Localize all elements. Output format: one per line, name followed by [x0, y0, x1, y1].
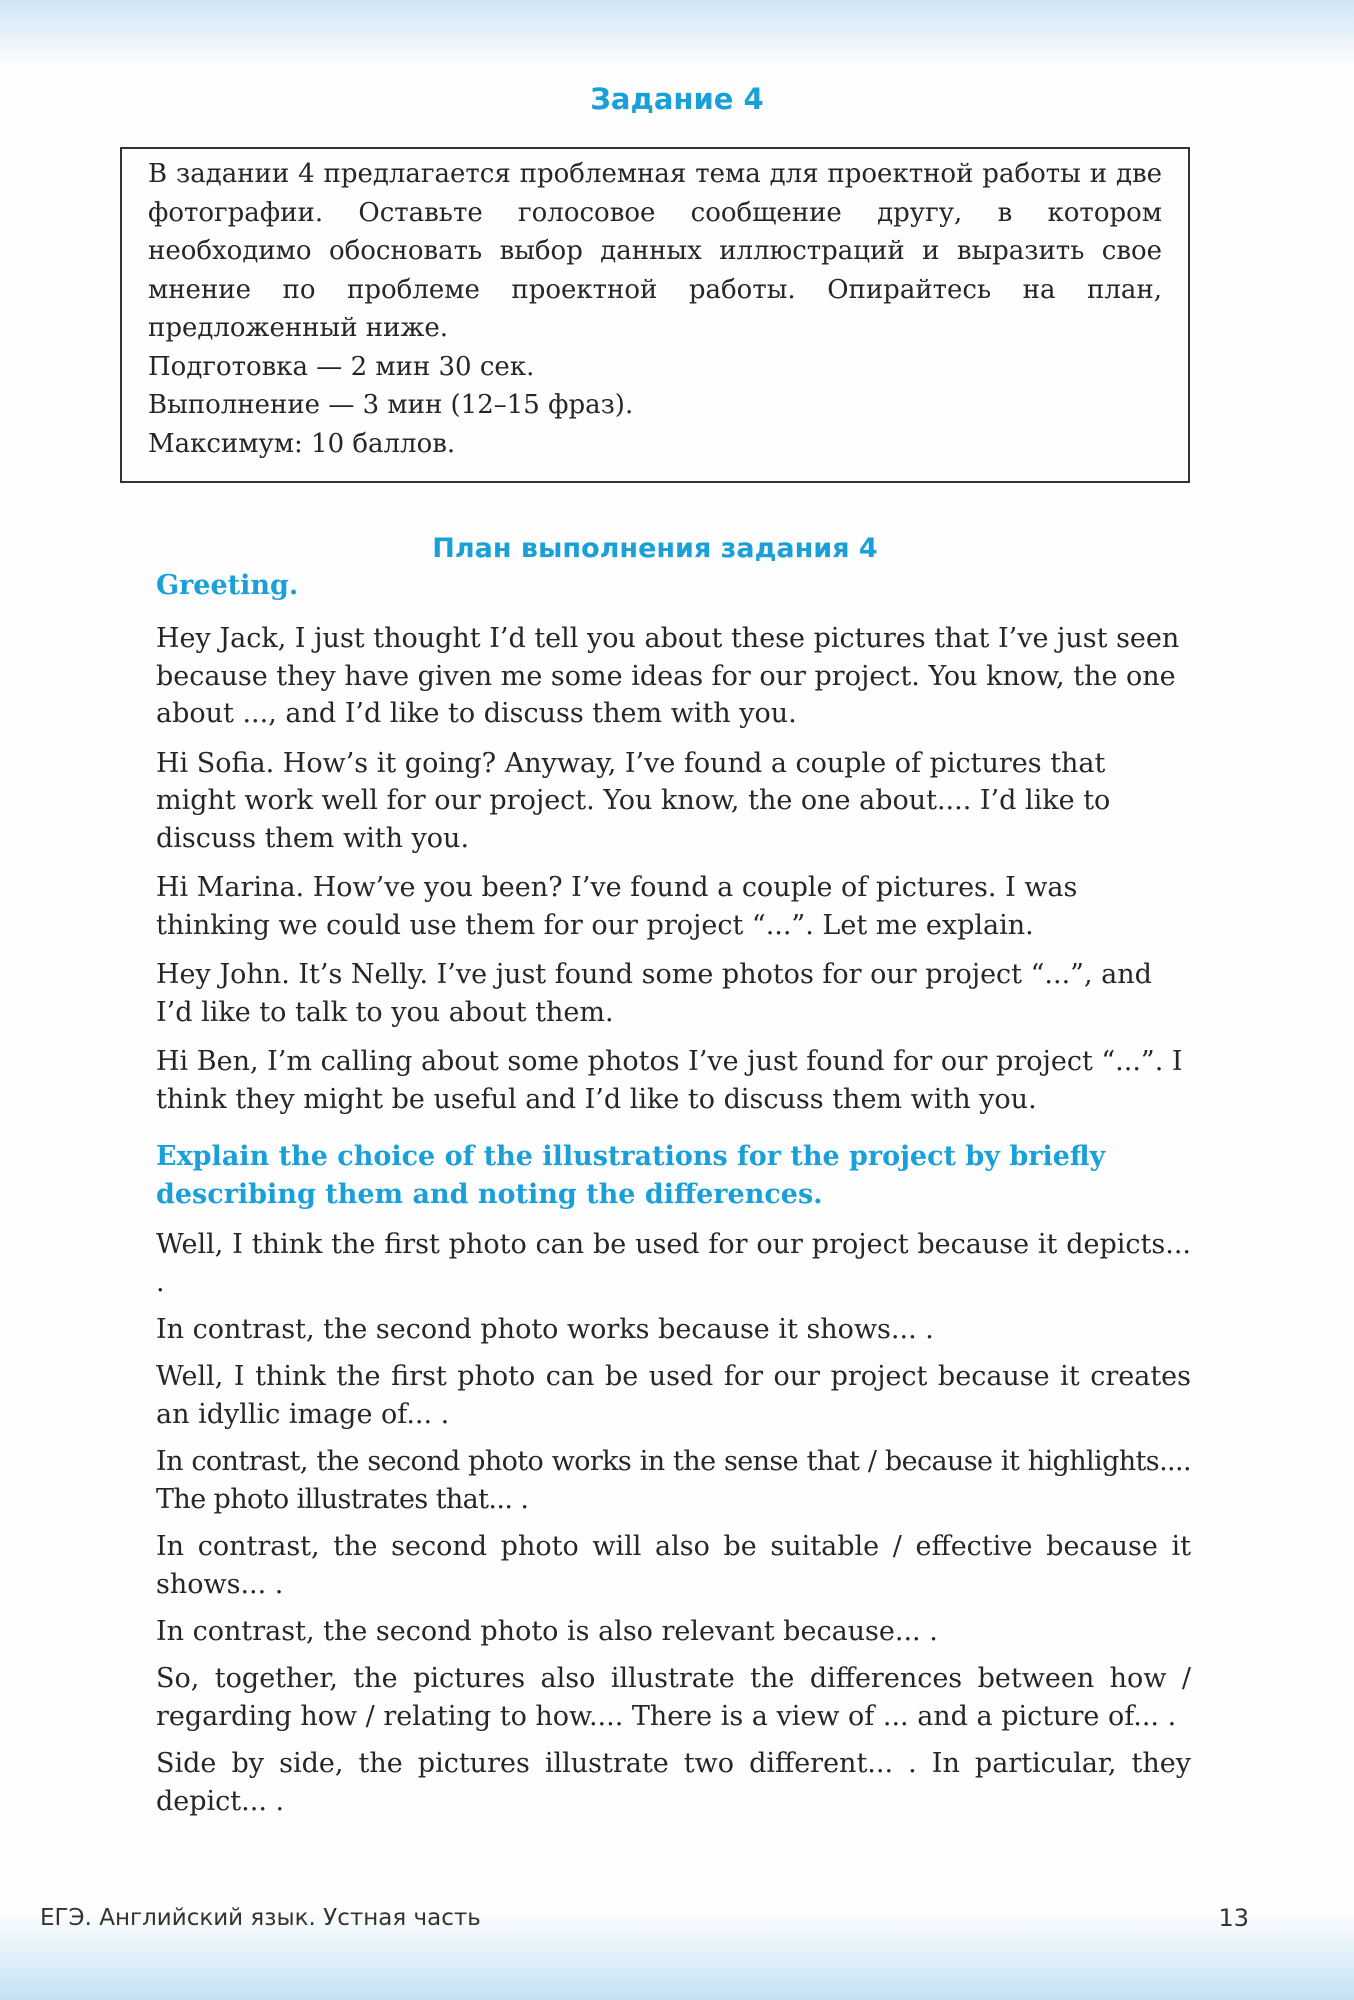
- greeting-phrase: Hi Sofia. How’s it going? Anyway, I’ve found a couple of pictures that might work well for our project. You know, the one about.... I’d like to discuss them with you.: [156, 747, 1111, 854]
- greeting-phrase: Hey Jack, I just thought I’d tell you about these pictures that I’ve just seen because they have given me some ideas for our project. You know, the one about ..., and I’d like to discuss them with you.: [156, 623, 1180, 729]
- task-description: В задании 4 предлагается проблемная тема для проектной работы и две фотографии. Оставьте голосовое сообщение другу, в котором необходимо обосновать выбор данных иллюстраций и выразить свое мнение по проблеме проектной работы. Опирайтесь на план, предложенный ниже.: [148, 159, 1162, 343]
- top-gradient-band: [0, 0, 1354, 70]
- explain-phrase: Well, I think the first photo can be used for our project because it creates an idyllic image of... .: [156, 1361, 1191, 1430]
- task-maximum-score: Максимум: 10 баллов.: [148, 428, 456, 459]
- explain-phrase: So, together, the pictures also illustrate the differences between how / regarding how / relating to how.... There is a view of ... and a picture of... .: [156, 1663, 1191, 1732]
- explain-phrase: Side by side, the pictures illustrate two different... . In particular, they depict... .: [156, 1748, 1191, 1817]
- greeting-phrase: Hi Ben, I’m calling about some photos I’ve just found for our project “...”. I think they might be useful and I’d like to discuss them with you.: [156, 1046, 1183, 1115]
- explain-phrase: In contrast, the second photo is also relevant because... .: [156, 1616, 938, 1647]
- page-number: 13: [1218, 1904, 1249, 1932]
- greeting-phrase: Hey John. It’s Nelly. I’ve just found some photos for our project “...”, and I’d like to talk to you about them.: [156, 959, 1152, 1028]
- explain-phrase: Well, I think the first photo can be used for our project because it depicts... .: [156, 1229, 1191, 1298]
- task-instructions-box: [120, 147, 1190, 483]
- task-preparation-time: Подготовка — 2 мин 30 сек.: [148, 351, 535, 382]
- explain-phrase: In contrast, the second photo works in the sense that / because it highlights.... The photo illustrates that... .: [156, 1446, 1191, 1515]
- greeting-phrase: Hi Marina. How’ve you been? I’ve found a couple of pictures. I was thinking we could use them for our project “...”. Let me explain.: [156, 872, 1078, 941]
- greetings-list: [156, 620, 1191, 1130]
- explain-phrase: In contrast, the second photo works because it shows... .: [156, 1314, 934, 1345]
- greeting-heading: Greeting.: [156, 570, 299, 601]
- task-execution-time: Выполнение — 3 мин (12–15 фраз).: [148, 390, 634, 420]
- explain-phrase: In contrast, the second photo will also be suitable / effective because it shows... .: [156, 1531, 1191, 1600]
- explain-heading: Explain the choice of the illustrations for the project by briefly describing them and noting the differences.: [156, 1141, 1106, 1210]
- explain-phrases-list: [156, 1226, 1191, 1830]
- footer-book-title: ЕГЭ. Английский язык. Устная часть: [40, 1905, 481, 1931]
- plan-title: План выполнения задания 4: [432, 533, 878, 564]
- task-title: Задание 4: [590, 82, 764, 116]
